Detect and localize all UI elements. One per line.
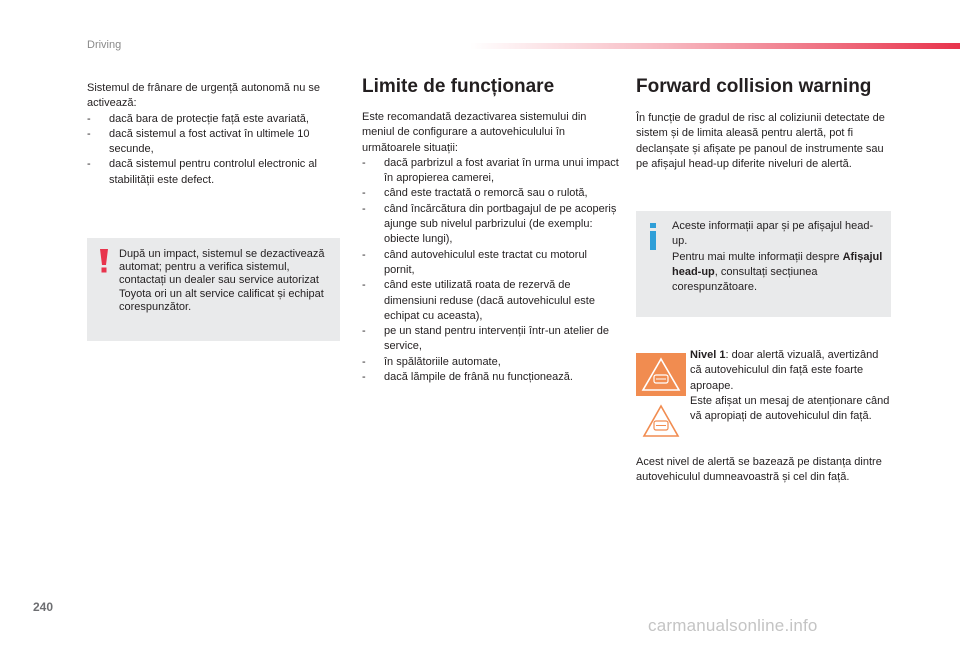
column-1-intro: Sistemul de frânare de urgență autonomă nu se activează: — [87, 82, 320, 110]
warning-box — [87, 238, 340, 341]
level-1-description: Nivel 1: doar alertă vizuală, avertizând că autovehiculul din față este foarte aproape. Este afișat un mesaj de atenționare când vă apropiați de autovehiculul din față. — [690, 348, 890, 424]
watermark: carmanualsonline.info — [648, 616, 818, 635]
page-number: 240 — [33, 600, 54, 614]
column-1 — [87, 81, 347, 188]
list-item: - dacă bara de protecție față este avariată, — [87, 112, 309, 125]
list-item: - dacă lămpile de frână nu funcționează. — [362, 371, 573, 384]
column-3-intro: În funcție de gradul de risc al coliziunii detectate de sistem și de limita aleasă pentru alertă, pot fi declanșate și afișate pe panoul de instrumente sau pe afișajul head-up diferite niveluri de alertă. — [636, 112, 885, 170]
level-1-label: Nivel 1 — [690, 349, 726, 361]
header-accent-bar — [470, 43, 960, 49]
info-line-2: Pentru mai multe informații despre Afișajul head-up, consultați secțiunea corespunzătoare. — [672, 250, 883, 294]
info-text — [672, 219, 884, 295]
list-item: - pe un stand pentru intervenții într-un atelier de service, — [362, 325, 610, 353]
info-line-1: Aceste informații apar și pe afișajul head-up. — [672, 220, 874, 248]
collision-alert-icon — [636, 353, 686, 396]
list-item: - când este utilizată roata de rezervă de dimensiuni reduse (dacă autovehiculul este echipat cu aceasta), — [362, 279, 595, 322]
list-item: - în spălătoriile automate, — [362, 355, 501, 368]
info-box — [636, 211, 891, 317]
exclamation-icon — [99, 249, 109, 273]
section-heading-limits: Limite de funcționare — [362, 76, 555, 97]
list-item: - când încărcătura din portbagajul de pe acoperiș ajunge sub nivelul parbrizului (de exemplu: obiecte lungi), — [362, 202, 617, 246]
level-1-note: Acest nivel de alertă se bazează pe distanța dintre autovehiculul dumneavoastră și cel din față. — [636, 456, 882, 484]
column-2-intro: Este recomandată dezactivarea sistemului din meniul de configurare a autovehiculului în următoarele situații: — [362, 111, 587, 154]
list-item: - când autovehiculul este tractat cu motorul pornit, — [362, 248, 588, 276]
warning-text: După un impact, sistemul se dezactivează automat; pentru a verifica sistemul, contactați un dealer sau service autorizat Toyota ori un alt service calificat și echipat corespunzător. — [119, 248, 325, 313]
section-title: Driving — [87, 39, 122, 51]
level-1-message: Este afișat un mesaj de atenționare când vă apropiați de autovehiculul din față. — [690, 394, 890, 423]
column-3 — [636, 75, 894, 172]
column-2 — [362, 75, 620, 385]
list-item: - când este tractată o remorcă sau o rulotă, — [362, 187, 588, 200]
list-item: - dacă parbrizul a fost avariat în urma unui impact în apropierea camerei, — [362, 156, 619, 185]
section-heading-fcw: Forward collision warning — [636, 76, 872, 97]
collision-warning-triangle-icon — [642, 404, 680, 438]
list-item: - dacă sistemul a fost activat în ultimele 10 secunde, — [87, 127, 310, 156]
list-item: - dacă sistemul pentru controlul electronic al stabilității este defect. — [87, 158, 317, 186]
info-icon — [648, 223, 658, 250]
